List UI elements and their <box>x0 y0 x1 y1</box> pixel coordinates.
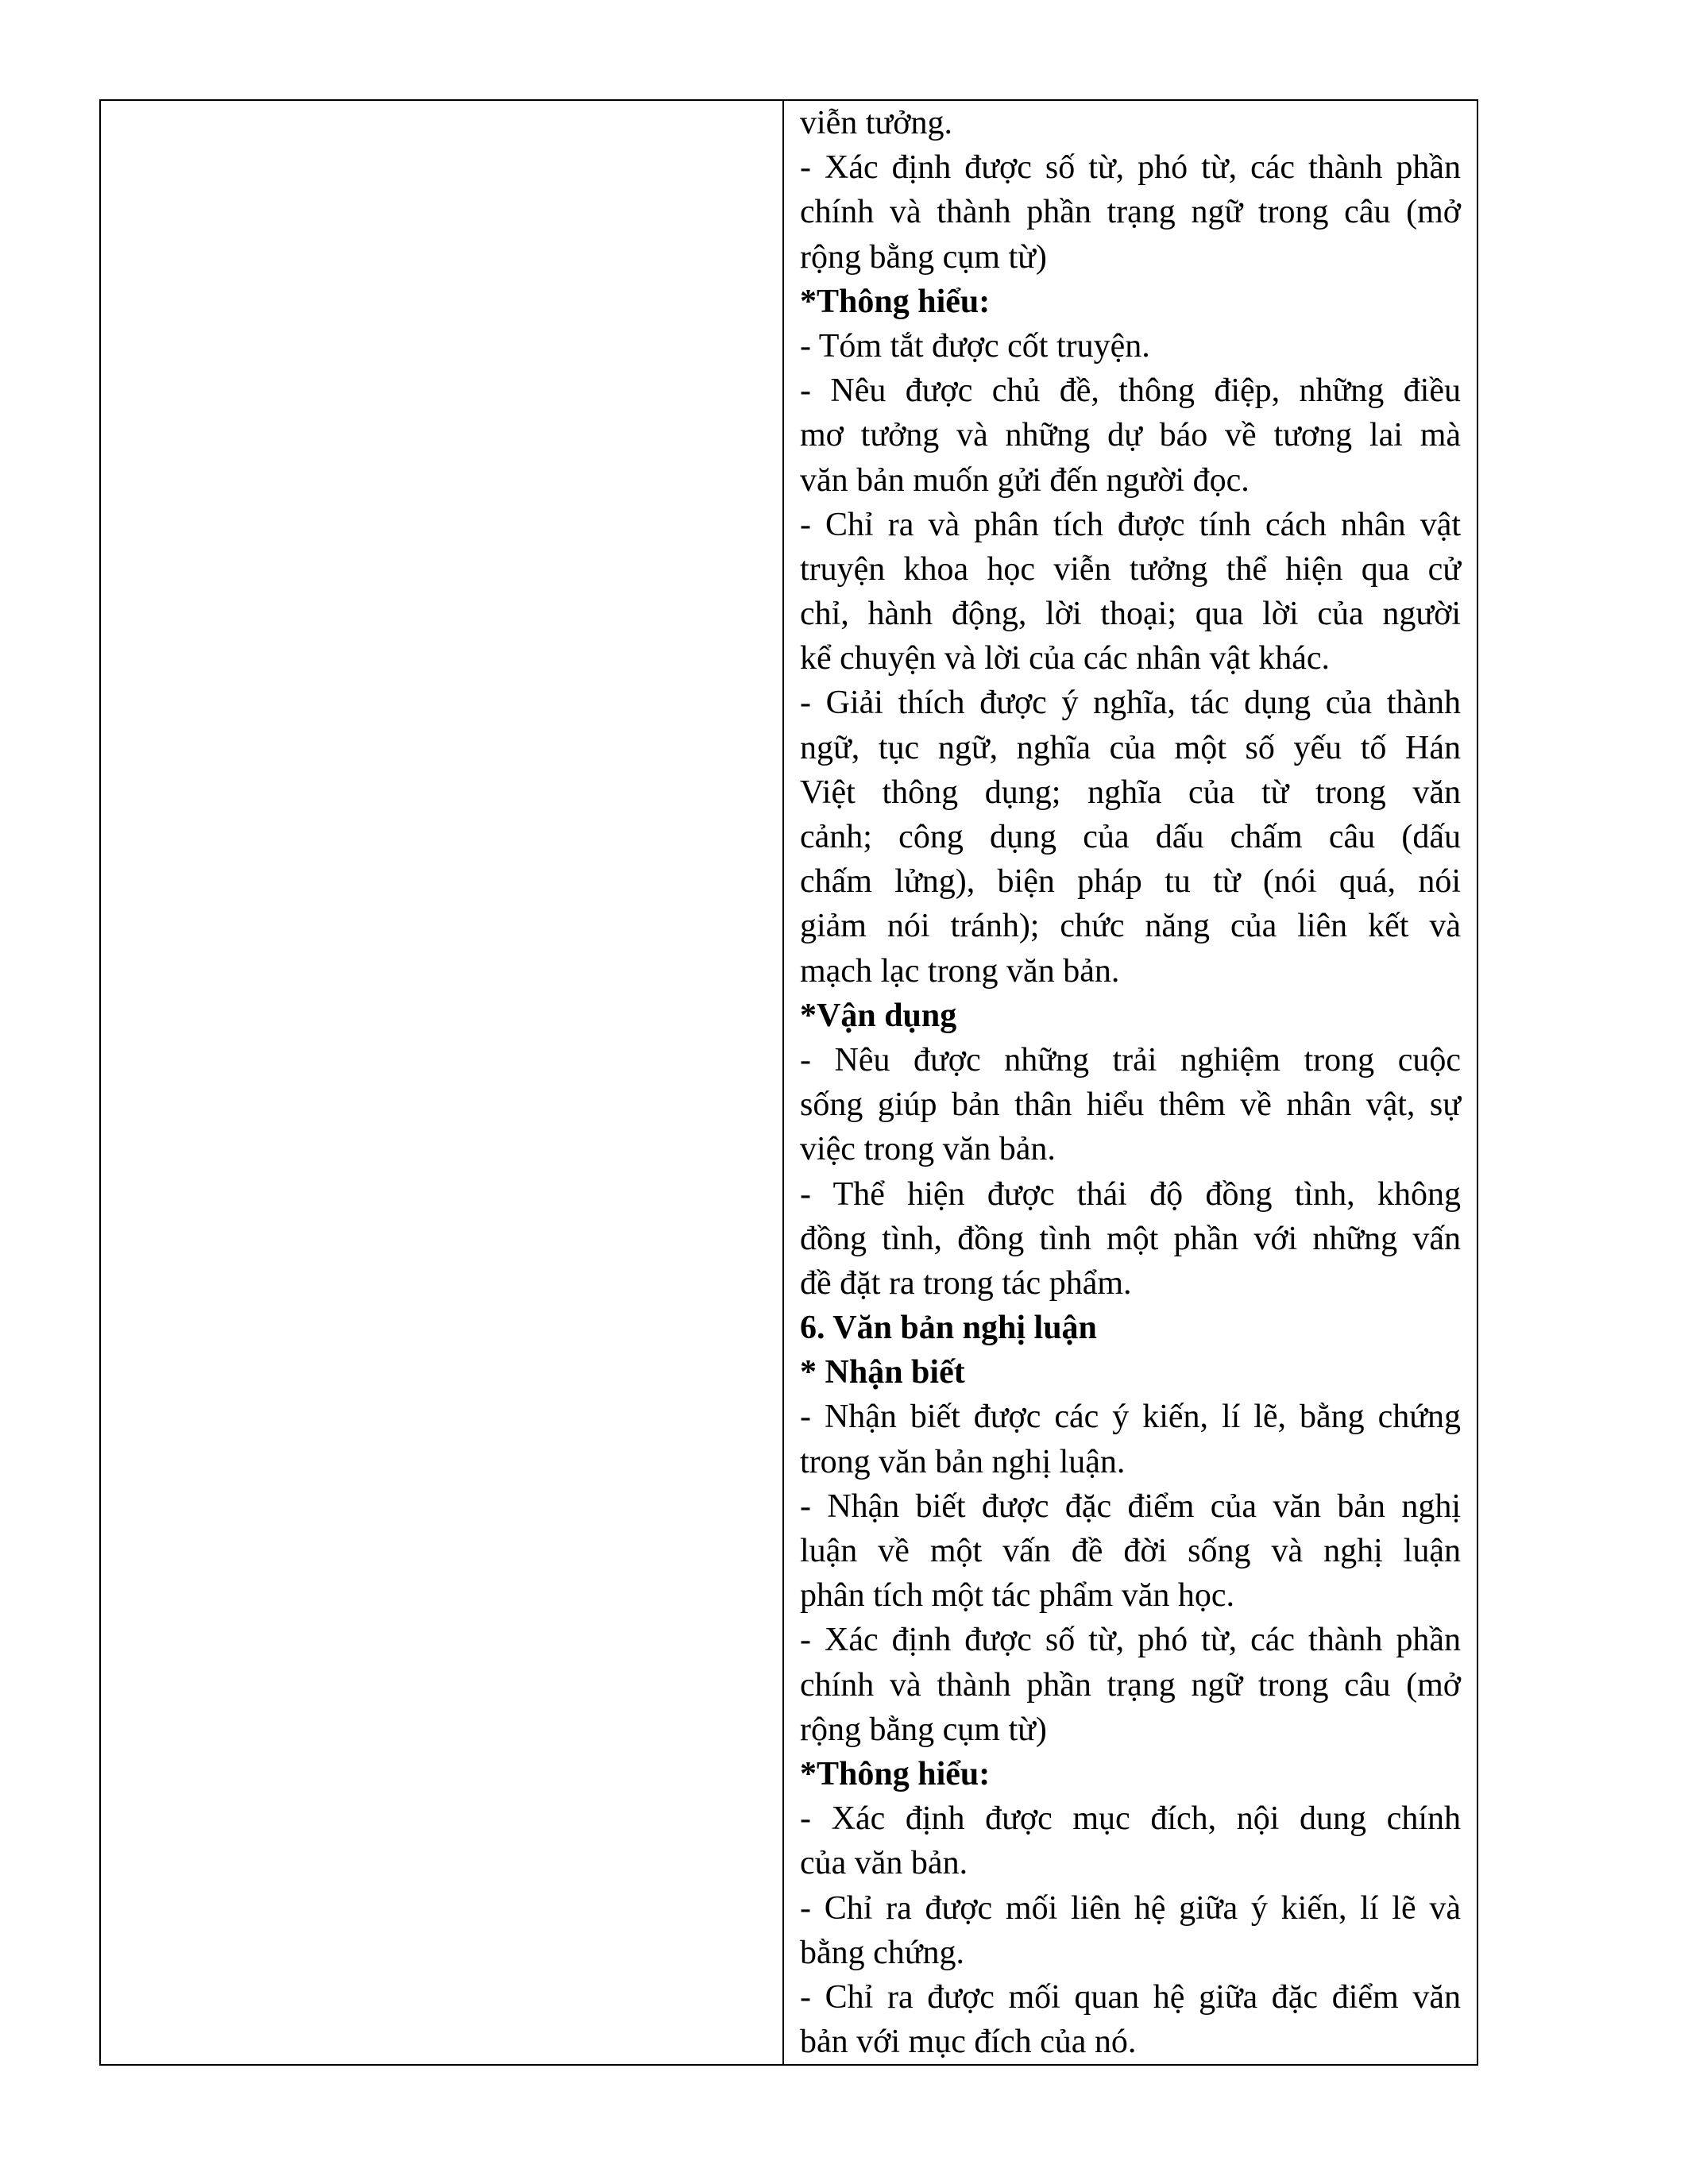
text-line: đề đặt ra trong tác phẩm. <box>800 1264 1132 1302</box>
left-cell <box>100 100 783 2065</box>
text-line: bản với mục đích của nó. <box>800 2024 1137 2061</box>
text-line: chấm lửng), biện pháp tu từ (nói quá, nói <box>800 863 1461 901</box>
text-line: chính và thành phần trạng ngữ trong câu (mở <box>800 194 1461 231</box>
text-line: rộng bằng cụm từ) <box>800 238 1047 276</box>
text-line: sống giúp bản thân hiểu thêm về nhân vật, sự <box>800 1086 1461 1124</box>
text-line: - Xác định được số từ, phó từ, các thành phần <box>800 1622 1461 1659</box>
text-line: truyện khoa học viễn tưởng thể hiện qua cử <box>800 550 1461 588</box>
text-line: Việt thông dụng; nghĩa của từ trong văn <box>800 774 1461 811</box>
right-cell-content <box>784 101 1477 2064</box>
text-line: việc trong văn bản. <box>800 1131 1056 1168</box>
text-line: - Nhận biết được đặc điểm của văn bản nghị <box>800 1488 1461 1525</box>
text-line: - Xác định được mục đích, nội dung chính <box>800 1800 1461 1838</box>
text-line: - Nêu được chủ đề, thông điệp, những điều <box>800 372 1461 410</box>
section-heading: *Thông hiểu: <box>800 1755 991 1792</box>
text-line: - Chỉ ra được mối liên hệ giữa ý kiến, lí lẽ và <box>800 1889 1461 1927</box>
text-line: bằng chứng. <box>800 1934 965 1971</box>
text-line: - Chỉ ra và phân tích được tính cách nhân vật <box>800 506 1461 543</box>
text-line: phân tích một tác phẩm văn học. <box>800 1577 1235 1615</box>
text-line: viễn tưởng. <box>800 105 952 141</box>
text-line: của văn bản. <box>800 1845 968 1882</box>
text-line: - Chỉ ra được mối quan hệ giữa đặc điểm văn <box>800 1978 1461 2016</box>
text-line: trong văn bản nghị luận. <box>800 1443 1126 1480</box>
text-line: - Giải thích được ý nghĩa, tác dụng của thành <box>800 685 1461 722</box>
section-heading: 6. Văn bản nghị luận <box>800 1310 1097 1347</box>
right-cell <box>783 100 1477 2065</box>
content-table <box>99 99 1478 2066</box>
text-line: - Nhận biết được các ý kiến, lí lẽ, bằng chứng <box>800 1399 1461 1436</box>
text-line: mạch lạc trong văn bản. <box>800 952 1120 990</box>
section-heading: *Vận dụng <box>800 997 957 1034</box>
text-line: luận về một vấn đề đời sống và nghị luận <box>800 1533 1461 1569</box>
text-line: rộng bằng cụm từ) <box>800 1711 1047 1748</box>
text-line: - Nêu được những trải nghiệm trong cuộc <box>800 1041 1461 1078</box>
text-line: - Thể hiện được thái độ đồng tình, không <box>800 1175 1461 1213</box>
text-line: giảm nói tránh); chức năng của liên kết và <box>800 908 1461 945</box>
section-heading: * Nhận biết <box>800 1354 965 1391</box>
text-line: mơ tưởng và những dự báo về tương lai mà <box>800 417 1461 454</box>
text-line: văn bản muốn gửi đến người đọc. <box>800 461 1250 499</box>
section-heading: *Thông hiểu: <box>800 283 991 320</box>
text-line: chính và thành phần trạng ngữ trong câu (mở <box>800 1666 1461 1704</box>
text-line: chỉ, hành động, lời thoại; qua lời của người <box>800 596 1461 633</box>
text-line: kể chuyện và lời của các nhân vật khác. <box>800 640 1331 677</box>
text-line: ngữ, tục ngữ, nghĩa của một số yếu tố Hán <box>800 729 1461 766</box>
text-line: - Tóm tắt được cốt truyện. <box>800 327 1150 365</box>
text-line: đồng tình, đồng tình một phần với những vấn <box>800 1220 1461 1257</box>
text-line: cảnh; công dụng của dấu chấm câu (dấu <box>800 819 1461 855</box>
text-line: - Xác định được số từ, phó từ, các thành phần <box>800 149 1461 187</box>
table-row <box>100 100 1477 2065</box>
